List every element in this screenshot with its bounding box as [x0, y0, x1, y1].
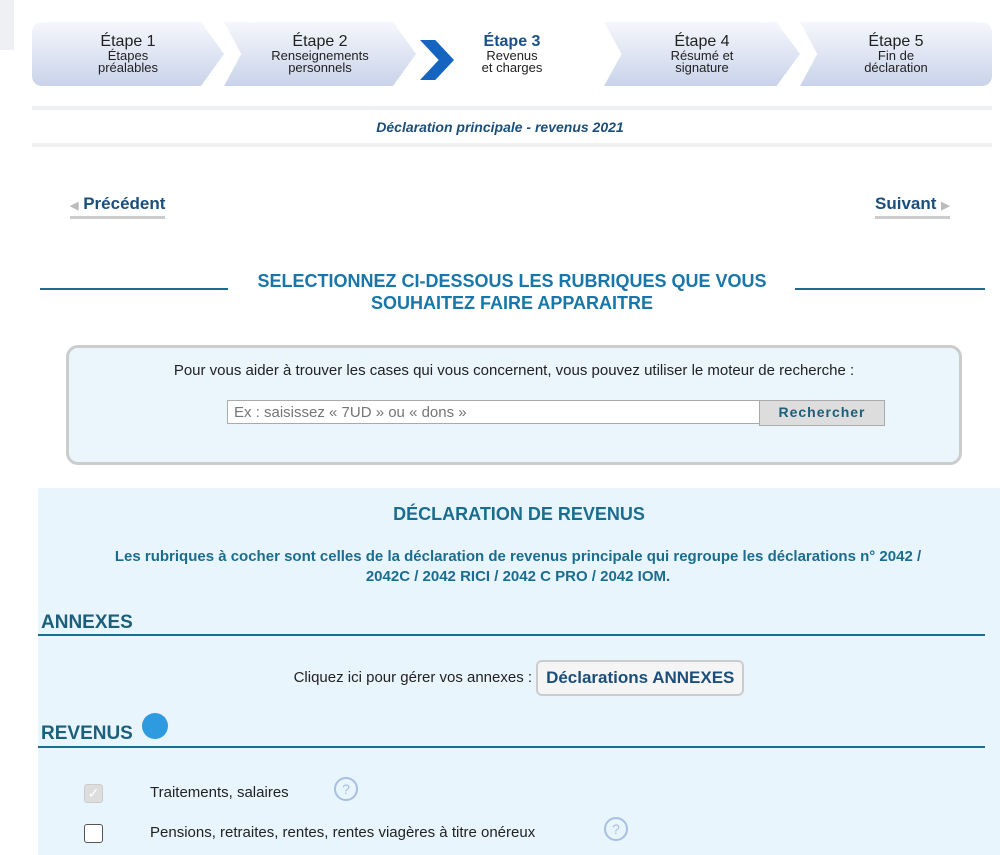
step-sub: déclaration — [864, 60, 928, 75]
step-title: Étape 1 — [100, 33, 156, 50]
next-label: Suivant — [875, 194, 937, 213]
revenus-heading: REVENUS — [41, 723, 133, 744]
item-label: Pensions, retraites, rentes, rentes viagères à titre onéreux — [150, 824, 536, 841]
declaration-panel — [38, 488, 1000, 855]
help-icon[interactable]: ? — [604, 817, 628, 841]
step-sub: Renseignements — [271, 48, 369, 63]
annexes-text: Cliquez ici pour gérer vos annexes : — [293, 668, 533, 686]
search-button[interactable]: Rechercher — [759, 400, 885, 426]
step-sub: Étapes — [107, 48, 149, 63]
step-title: Étape 2 — [292, 33, 348, 50]
triangle-right-icon: ▶ — [941, 200, 950, 212]
search-box — [66, 345, 962, 465]
checkbox[interactable] — [84, 824, 103, 843]
step-sub: et charges — [481, 60, 543, 75]
section-title-line: SELECTIONNEZ CI-DESSOUS LES RUBRIQUES QUE VOUS — [257, 271, 767, 291]
step-title: Étape 4 — [674, 33, 730, 50]
search-prompt: Pour vous aider à trouver les cases qui vous concernent, vous pouvez utiliser le moteur de recherche : — [173, 362, 855, 379]
step-2 — [224, 22, 416, 86]
triangle-left-icon: ◀ — [70, 200, 79, 212]
divider — [38, 634, 985, 636]
mascot-icon — [142, 713, 168, 739]
annexes-heading: ANNEXES — [41, 612, 133, 633]
search-input[interactable] — [227, 400, 767, 424]
item-label: Traitements, salaires — [150, 784, 289, 801]
step-4 — [604, 22, 800, 86]
step-sub: Fin de — [877, 48, 915, 63]
step-sub: Résumé et — [670, 48, 734, 63]
divider — [32, 106, 992, 110]
steps-progress — [32, 22, 992, 86]
next-link[interactable] — [875, 194, 950, 219]
step-5 — [800, 22, 992, 86]
step-sub: signature — [675, 60, 729, 75]
panel-title: DÉCLARATION DE REVENUS — [393, 504, 645, 524]
divider — [32, 143, 992, 147]
previous-link[interactable] — [70, 194, 165, 219]
step-sub: préalables — [98, 60, 158, 75]
step-sub: Revenus — [486, 48, 538, 63]
help-icon[interactable]: ? — [334, 777, 358, 801]
step-1 — [32, 22, 224, 86]
declaration-title: Déclaration principale - revenus 2021 — [376, 119, 624, 135]
section-title — [0, 270, 1000, 314]
step-sub: personnels — [288, 60, 352, 75]
step-title: Étape 5 — [868, 33, 924, 50]
panel-description: Les rubriques à cocher sont celles de la déclaration de revenus principale qui regroupe les déclarations n° 2042 / 2042C / 2042 RICI / 2042 C PRO / 2042 IOM. — [114, 548, 922, 585]
annexes-button[interactable]: Déclarations ANNEXES — [536, 660, 744, 696]
previous-label: Précédent — [83, 194, 166, 213]
annexes-row — [38, 660, 1000, 696]
divider — [38, 746, 985, 748]
section-title-line: SOUHAITEZ FAIRE APPARAITRE — [370, 293, 653, 313]
step-title: Étape 3 — [483, 33, 541, 50]
checkbox-checked-disabled[interactable]: ✓ — [84, 784, 103, 803]
corner-tab — [0, 0, 14, 50]
